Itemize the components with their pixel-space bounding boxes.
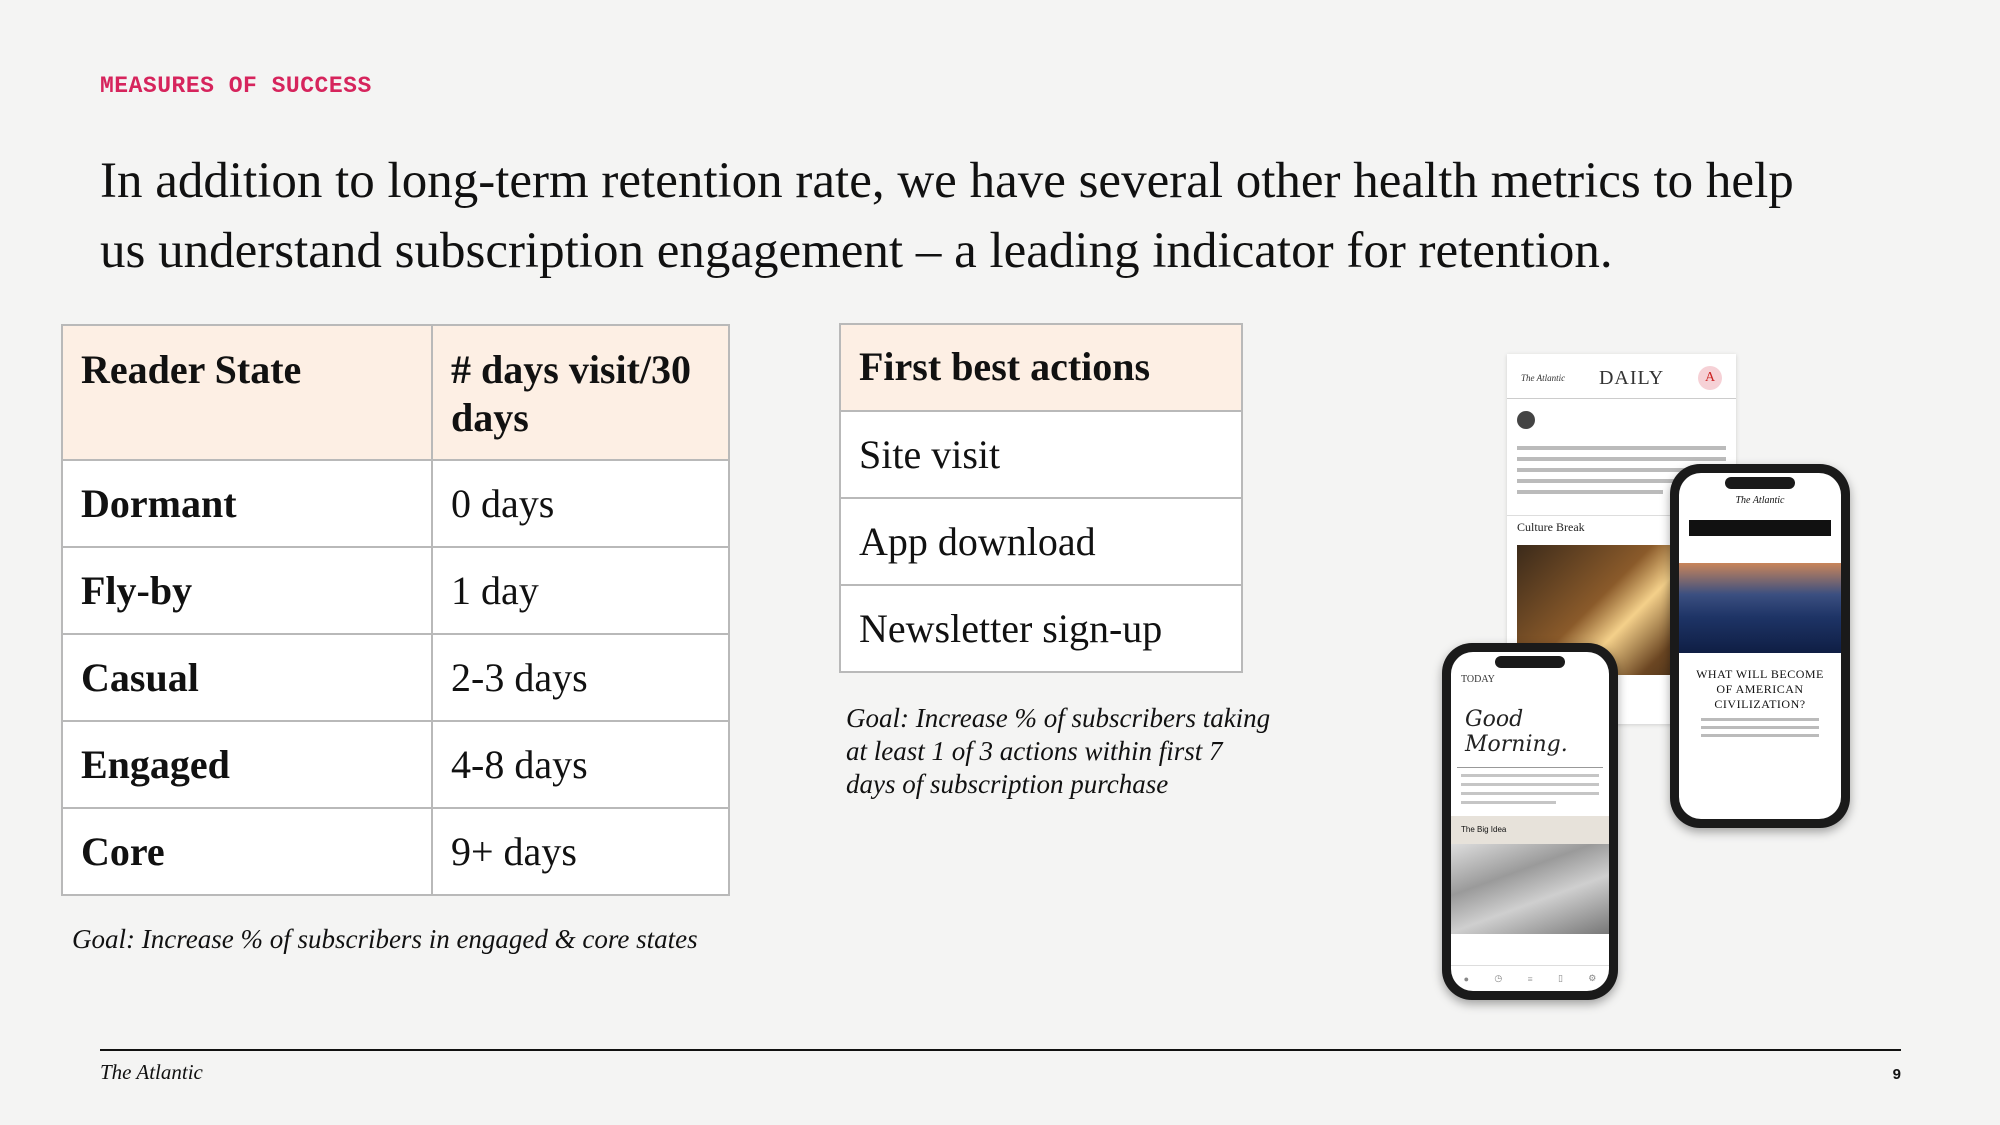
saved-tab-icon: ▯ <box>1557 973 1563 983</box>
greeting-body-text <box>1451 774 1609 804</box>
article-headline: WHAT WILL BECOME OF AMERICAN CIVILIZATION? <box>1696 667 1824 711</box>
reader-state-cell: Fly-by <box>62 547 432 634</box>
table-row <box>62 634 729 721</box>
actions-goal-note: Goal: Increase % of subscribers taking at least 1 of 3 actions within first 7 days of subscription purchase <box>846 703 1271 799</box>
sections-tab-icon: ≡ <box>1527 973 1533 984</box>
column-header-days-visit: # days visit/30 days <box>432 325 729 460</box>
newsletter-section-label: Culture Break <box>1507 515 1736 539</box>
phone-notch <box>1495 656 1565 668</box>
reader-state-cell: Casual <box>62 634 432 721</box>
column-header-reader-state: Reader State <box>62 325 432 460</box>
latest-tab-icon: ◷ <box>1494 973 1503 983</box>
phone-screen <box>1451 652 1609 991</box>
table-row <box>62 460 729 547</box>
action-cell: Site visit <box>840 411 1242 498</box>
today-label: TODAY <box>1461 674 1495 685</box>
table-row <box>840 411 1242 498</box>
footer-brand: The Atlantic <box>100 1060 203 1084</box>
newsletter-masthead <box>1507 354 1736 399</box>
settings-tab-icon: ⚙ <box>1588 973 1597 983</box>
phone-screen <box>1679 473 1841 819</box>
app-tab-bar <box>1451 965 1609 991</box>
engagement-goal-note: Goal: Increase % of subscribers in engaged & core states <box>72 924 698 954</box>
table-row <box>62 808 729 895</box>
big-idea-label: The Big Idea <box>1451 816 1609 844</box>
reader-state-cell: Dormant <box>62 460 432 547</box>
table-row <box>62 721 729 808</box>
today-tab-icon: ● <box>1463 973 1470 984</box>
explore-bar <box>1689 520 1831 536</box>
phone-notch <box>1725 477 1795 489</box>
page-number: 9 <box>1892 1066 1901 1083</box>
action-cell: App download <box>840 498 1242 585</box>
days-cell: 1 day <box>432 547 729 634</box>
days-cell: 9+ days <box>432 808 729 895</box>
days-cell: 4-8 days <box>432 721 729 808</box>
table-row <box>840 585 1242 672</box>
reader-state-cell: Engaged <box>62 721 432 808</box>
reader-state-table <box>61 324 730 896</box>
avatar <box>1517 411 1535 429</box>
days-cell: 0 days <box>432 460 729 547</box>
newsletter-title: DAILY <box>1598 366 1665 389</box>
article-hero-image <box>1679 563 1841 653</box>
slide-headline: In addition to long-term retention rate, we have several other health metrics to help us understand subscription engagement – a leading indicator for retention. <box>100 153 1794 279</box>
footer-divider <box>100 1049 1901 1051</box>
table-row <box>62 547 729 634</box>
first-best-actions-table <box>839 323 1243 673</box>
table-header-row <box>840 324 1242 411</box>
newsletter-brand: The Atlantic <box>1521 373 1566 383</box>
reader-state-cell: Core <box>62 808 432 895</box>
app-brand: The Atlantic <box>1735 495 1785 506</box>
days-cell: 2-3 days <box>432 634 729 721</box>
table-header-row <box>62 325 729 460</box>
action-cell: Newsletter sign-up <box>840 585 1242 672</box>
good-morning-greeting: Good Morning. <box>1457 697 1603 768</box>
big-idea-image <box>1451 844 1609 934</box>
column-header-first-best-actions: First best actions <box>840 324 1242 411</box>
atlantic-logo-icon: A <box>1698 366 1722 390</box>
newsletter-author <box>1507 399 1736 433</box>
phone-mockup-article <box>1670 464 1850 828</box>
table-row <box>840 498 1242 585</box>
phone-mockup-today <box>1442 643 1618 1000</box>
section-kicker: MEASURES OF SUCCESS <box>100 73 372 99</box>
